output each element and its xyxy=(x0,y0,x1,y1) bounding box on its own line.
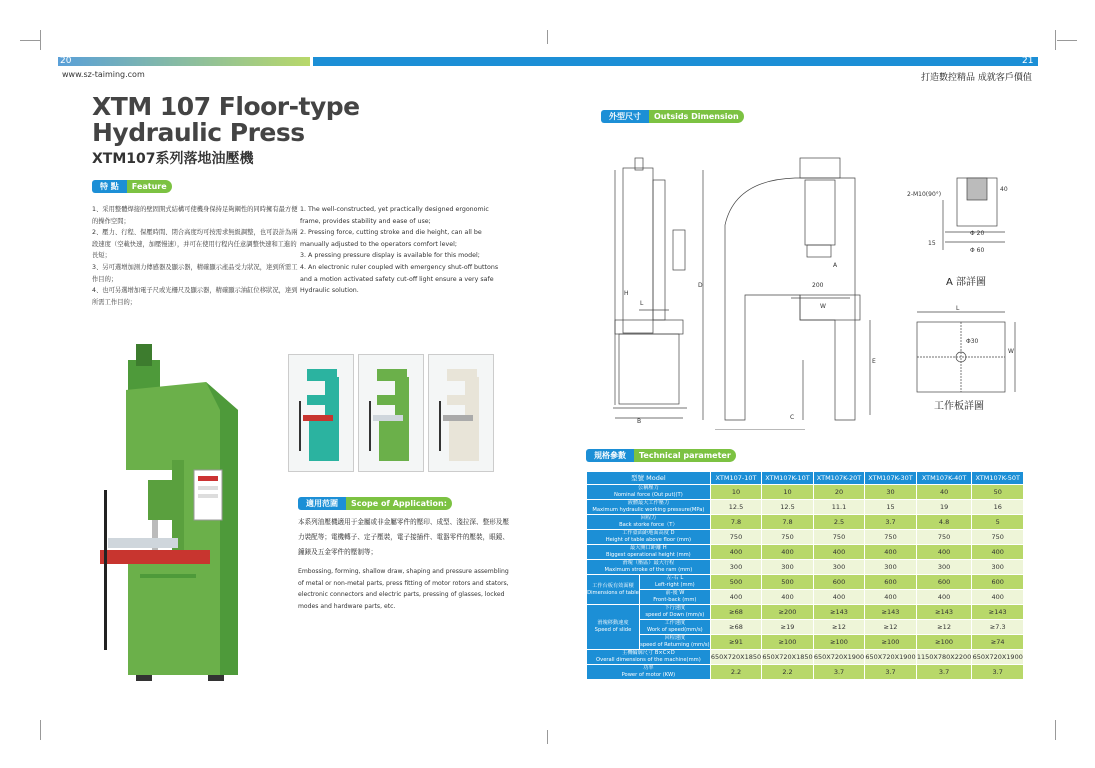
feature-item: 1. The well-constructed, yet practically designed ergonomic frame, provides stability and ease of use; xyxy=(300,206,489,225)
spec-table xyxy=(586,471,1024,680)
spec-value: 300 xyxy=(916,560,972,575)
spec-label-cn: 前-後 W xyxy=(665,590,685,596)
spec-label-cn: 左-右 L xyxy=(666,575,684,581)
application-tag xyxy=(298,497,452,510)
dim-label-E: E xyxy=(872,358,876,365)
spec-value: 12.5 xyxy=(710,500,762,515)
header-bar-left xyxy=(58,57,310,66)
spec-label-cn: 最大開口距離 H xyxy=(630,545,667,551)
spec-value: 600 xyxy=(813,575,865,590)
spec-value: 650X720X1850 xyxy=(710,650,762,665)
spec-header-label: 型號 Model xyxy=(587,472,711,485)
feature-item: 1、采用整體焊接的壁固開式結構可使機身保持足夠鋼性的同時擁有最方便的操作空間； xyxy=(92,206,298,225)
feature-tag-en: Feature xyxy=(127,180,172,193)
group-cn: 滑塊移動速度 xyxy=(597,620,629,626)
dim-label-B: B xyxy=(637,418,642,425)
spec-label-en: Maximum stroke of the ram (mm) xyxy=(604,567,693,573)
table-row xyxy=(587,560,1024,575)
spec-label-cn: 主機輪廓尺寸 B×C×D xyxy=(622,650,675,656)
dimension-tag-en: Outsids Dimension xyxy=(649,110,744,123)
spec-label-en: Height of table above floor (mm) xyxy=(605,537,692,543)
detail-label-40: 40 xyxy=(1000,186,1008,193)
group-cn: 工作台板有效面積 xyxy=(592,582,634,589)
spec-value: ≥100 xyxy=(916,635,972,650)
table-row xyxy=(587,500,1024,515)
spec-row-label xyxy=(587,485,711,500)
worktable-drawing xyxy=(905,300,1025,400)
table-row xyxy=(587,620,1024,635)
spec-value: ≥143 xyxy=(813,605,865,620)
crop-mark xyxy=(1055,30,1056,50)
table-label-phi30: Φ30 xyxy=(966,338,979,345)
feature-tag xyxy=(92,180,172,193)
spec-value: ≥100 xyxy=(865,635,917,650)
spec-value: 400 xyxy=(762,590,814,605)
spec-row-label xyxy=(639,635,710,650)
feature-tag-cn: 特 點 xyxy=(92,180,127,193)
spec-value: 400 xyxy=(972,590,1024,605)
spec-label-en: Nominal force (Out put)(T) xyxy=(614,492,683,498)
spec-value: ≥143 xyxy=(865,605,917,620)
spec-label-cn: 功率 xyxy=(643,665,654,671)
spec-row-label xyxy=(587,560,711,575)
dim-label-L: L xyxy=(640,300,644,307)
spec-value: 10 xyxy=(710,485,762,500)
spec-value: ≥143 xyxy=(972,605,1024,620)
spec-value: ≥12 xyxy=(916,620,972,635)
table-row xyxy=(587,605,1024,620)
spec-label-en: Back storke force（T） xyxy=(619,522,678,528)
table-row xyxy=(587,515,1024,530)
spec-row-label xyxy=(639,575,710,590)
dim-label-A: A xyxy=(833,262,838,269)
spec-value: ≥19 xyxy=(762,620,814,635)
spec-value: ≥200 xyxy=(762,605,814,620)
table-row xyxy=(587,665,1024,680)
spec-value: ≥100 xyxy=(813,635,865,650)
spec-group-label xyxy=(587,605,640,650)
detail-label-phi20: Φ 20 xyxy=(970,230,985,237)
spec-value: 3.7 xyxy=(865,515,917,530)
group-en: Speed of slide xyxy=(594,627,632,633)
crop-mark xyxy=(20,40,40,41)
application-text-cn: 本系列油壓機適用于金屬或非金屬零件的壓印、成型、淺拉深、整形及壓力裝配等；電機轉子、定子壓裝，電子接插件、電器零件的壓裝，眼鏡、鐘錶及五金零件的壓制等； xyxy=(298,518,509,556)
spec-value: 400 xyxy=(972,545,1024,560)
spec-label-cn: 回程速度 xyxy=(664,635,686,641)
spec-value: 400 xyxy=(762,545,814,560)
detail-a-caption: A 部詳圖 xyxy=(946,277,987,288)
product-photo-2 xyxy=(358,354,424,472)
spec-value: 400 xyxy=(710,590,762,605)
model-header: XTM107K-20T xyxy=(813,472,865,485)
spec-value: 400 xyxy=(865,590,917,605)
table-row xyxy=(587,575,1024,590)
table-label-W: W xyxy=(1008,348,1014,355)
spec-value: 750 xyxy=(972,530,1024,545)
spec-value: 400 xyxy=(916,545,972,560)
spec-value: 3.7 xyxy=(972,665,1024,680)
spec-value: ≥12 xyxy=(813,620,865,635)
spec-label-en: Front-back (mm) xyxy=(653,597,697,603)
spec-value: 750 xyxy=(813,530,865,545)
spec-value: 7.8 xyxy=(762,515,814,530)
spec-value: ≥100 xyxy=(762,635,814,650)
dim-label-C: C xyxy=(790,414,795,421)
spec-value: 300 xyxy=(972,560,1024,575)
spec-row-label xyxy=(587,545,711,560)
detail-label-m10: 2-M10(90°) xyxy=(907,191,942,198)
spec-value: ≥68 xyxy=(710,605,762,620)
model-header: XTM107K-40T xyxy=(916,472,972,485)
feature-item: 2、壓力、行程、保壓時間、閉合高度均可按需求無級調整，也可設計為兩段速度（空載快速，加壓慢速），并可在使用行程内任意調整快速和工進的長短； xyxy=(92,229,298,260)
feature-list-cn xyxy=(92,204,298,308)
spec-value: 500 xyxy=(762,575,814,590)
crop-mark xyxy=(1055,720,1056,740)
spec-value: 20 xyxy=(813,485,865,500)
spec-value: ≥143 xyxy=(916,605,972,620)
spec-tag-cn: 規格參數 xyxy=(586,449,634,462)
spec-value: 300 xyxy=(762,560,814,575)
spec-value: 300 xyxy=(813,560,865,575)
table-label-L: L xyxy=(956,305,960,312)
model-header: XTM107-10T xyxy=(710,472,762,485)
crop-mark xyxy=(547,30,548,44)
product-photo-1 xyxy=(288,354,354,472)
spec-label-cn: 回程力 xyxy=(640,515,657,521)
dimension-drawing xyxy=(595,150,895,430)
model-header: XTM107K-30T xyxy=(865,472,917,485)
worktable-caption: 工作板詳圖 xyxy=(934,401,984,412)
detail-label-phi60: Φ 60 xyxy=(970,247,985,254)
spec-value: 3.7 xyxy=(813,665,865,680)
title-line-1: XTM 107 Floor-type xyxy=(92,92,360,121)
dim-label-D: D xyxy=(698,282,703,289)
spec-value: 7.8 xyxy=(710,515,762,530)
spec-row-label xyxy=(639,620,710,635)
spec-value: ≥12 xyxy=(865,620,917,635)
feature-item: 3、另可選增加測力傳感器及顯示器，精確顯示產品受力狀况，達到所需工作目的； xyxy=(92,263,298,283)
page-number-right: 21 xyxy=(1022,56,1034,66)
spec-value: 650X720X1900 xyxy=(813,650,865,665)
feature-item: 2. Pressing force, cutting stroke and die height, can all be manually adjusted to the operators comfort level; xyxy=(300,229,482,248)
spec-label-cn: 液體最大工作壓力 xyxy=(627,500,670,506)
spec-value: 400 xyxy=(710,545,762,560)
spec-label-en: Maximum hydraulic working pressure(MPa) xyxy=(592,507,705,513)
spec-value: 15 xyxy=(865,500,917,515)
spec-value: 1150X780X2200 xyxy=(916,650,972,665)
application-tag-en: Scope of Application: xyxy=(346,497,452,510)
spec-value: 11.1 xyxy=(813,500,865,515)
crop-mark xyxy=(40,30,41,50)
crop-mark xyxy=(40,720,41,740)
spec-value: 2.5 xyxy=(813,515,865,530)
feature-item: 4. An electronic ruler coupled with emergency shut-off buttons and a motion activated safety cut-off light ensure a very safe Hydraulic solution. xyxy=(300,263,499,295)
spec-value: 4.8 xyxy=(916,515,972,530)
spec-value: 40 xyxy=(916,485,972,500)
spec-value: 650X720X1850 xyxy=(762,650,814,665)
spec-value: ≥74 xyxy=(972,635,1024,650)
spec-label-en: Biggest operational height (mm) xyxy=(606,552,691,558)
spec-value: 2.2 xyxy=(710,665,762,680)
feature-item: 3. A pressing pressure display is available for this model; xyxy=(300,252,480,260)
spec-value: 300 xyxy=(710,560,762,575)
product-title-cn: XTM107系列落地油壓機 xyxy=(92,151,254,167)
dimension-tag xyxy=(601,110,744,123)
spec-label-en: speed of Returning (mm/s) xyxy=(640,642,710,648)
dim-label-W: W xyxy=(820,303,826,310)
spec-header-row xyxy=(587,472,1024,485)
spec-label-en: Overall dimensions of the machine(mm) xyxy=(596,657,701,663)
spec-value: 750 xyxy=(865,530,917,545)
spec-value: 10 xyxy=(762,485,814,500)
crop-mark xyxy=(547,730,548,744)
spec-value: 30 xyxy=(865,485,917,500)
product-title xyxy=(92,94,360,146)
model-header: XTM107K-10T xyxy=(762,472,814,485)
spec-tag-en: Technical parameter xyxy=(634,449,736,462)
spec-value: 600 xyxy=(972,575,1024,590)
title-line-2: Hydraulic Press xyxy=(92,118,305,147)
spec-value: ≥68 xyxy=(710,620,762,635)
feature-list-en xyxy=(300,204,500,297)
table-row xyxy=(587,635,1024,650)
spec-label-en: speed of Down (mm/s) xyxy=(645,612,705,618)
spec-value: 650X720X1900 xyxy=(865,650,917,665)
spec-row-label xyxy=(587,500,711,515)
spec-row-label xyxy=(587,665,711,680)
spec-value: 12.5 xyxy=(762,500,814,515)
spec-label-en: Left-right (mm) xyxy=(655,582,695,588)
group-en: Dimensions of table xyxy=(587,589,639,596)
table-row xyxy=(587,590,1024,605)
spec-tag xyxy=(586,449,736,462)
spec-value: 300 xyxy=(865,560,917,575)
spec-value: 500 xyxy=(710,575,762,590)
model-header: XTM107K-50T xyxy=(972,472,1024,485)
spec-value: 400 xyxy=(916,590,972,605)
detail-a-drawing xyxy=(905,170,1025,270)
spec-value: 400 xyxy=(813,545,865,560)
slogan: 打造數控精品 成就客戶價值 xyxy=(921,73,1032,83)
spec-value: 5 xyxy=(972,515,1024,530)
machine-main-image xyxy=(88,340,258,700)
feature-item: 4、也可另選增加電子尺或光柵尺及顯示器，精確顯示油缸位移狀况，達到所需工作目的； xyxy=(92,287,298,306)
header-bar-right xyxy=(313,57,1038,66)
spec-value: 750 xyxy=(710,530,762,545)
spec-value: ≥91 xyxy=(710,635,762,650)
spec-label-cn: 工作臺面距地面高度 D xyxy=(622,530,675,536)
spec-value: 650X720X1900 xyxy=(972,650,1024,665)
spec-label-cn: 工作速度 xyxy=(664,620,686,626)
spec-label-cn: 下行速度 xyxy=(664,605,686,611)
table-row xyxy=(587,545,1024,560)
spec-label-cn: 公稱壓力 xyxy=(638,485,659,491)
spec-label-cn: 滑塊（壓區）最大行程 xyxy=(622,560,675,566)
spec-label-en: Power of motor (KW) xyxy=(621,672,676,678)
spec-value: 16 xyxy=(972,500,1024,515)
dimension-tag-cn: 外型尺寸 xyxy=(601,110,649,123)
table-row xyxy=(587,650,1024,665)
spec-row-label xyxy=(639,605,710,620)
spec-row-label xyxy=(639,590,710,605)
spec-group-label xyxy=(587,575,640,605)
spec-value: ≥7.3 xyxy=(972,620,1024,635)
website-url[interactable]: www.sz-taiming.com xyxy=(62,70,145,79)
dim-label-H: H xyxy=(624,290,629,297)
spec-value: 750 xyxy=(916,530,972,545)
spec-row-label xyxy=(587,530,711,545)
spec-row-label xyxy=(587,650,711,665)
spec-value: 750 xyxy=(762,530,814,545)
spec-value: 19 xyxy=(916,500,972,515)
spec-row-label xyxy=(587,515,711,530)
spec-value: 400 xyxy=(865,545,917,560)
application-text-en: Embossing, forming, shallow draw, shaping and pressure assembling of metal or non-metal parts, press fitting of motor rotors and stators, electronic connectors and electric parts, pressing of glasses, locked modes and hardware parts, etc. xyxy=(298,568,509,610)
spec-value: 400 xyxy=(813,590,865,605)
dim-label-200: 200 xyxy=(812,282,824,289)
product-photo-3 xyxy=(428,354,494,472)
spec-value: 3.7 xyxy=(865,665,917,680)
detail-label-15: 15 xyxy=(928,240,936,247)
spec-label-en: Work of speed(mm/s) xyxy=(647,627,703,633)
spec-value: 2.2 xyxy=(762,665,814,680)
page-number-left: 20 xyxy=(60,56,72,66)
table-row xyxy=(587,485,1024,500)
spec-value: 600 xyxy=(916,575,972,590)
spec-value: 50 xyxy=(972,485,1024,500)
spec-value: 3.7 xyxy=(916,665,972,680)
application-tag-cn: 適用范圍 xyxy=(298,497,346,510)
crop-mark xyxy=(1057,40,1077,41)
table-row xyxy=(587,530,1024,545)
spec-value: 600 xyxy=(865,575,917,590)
